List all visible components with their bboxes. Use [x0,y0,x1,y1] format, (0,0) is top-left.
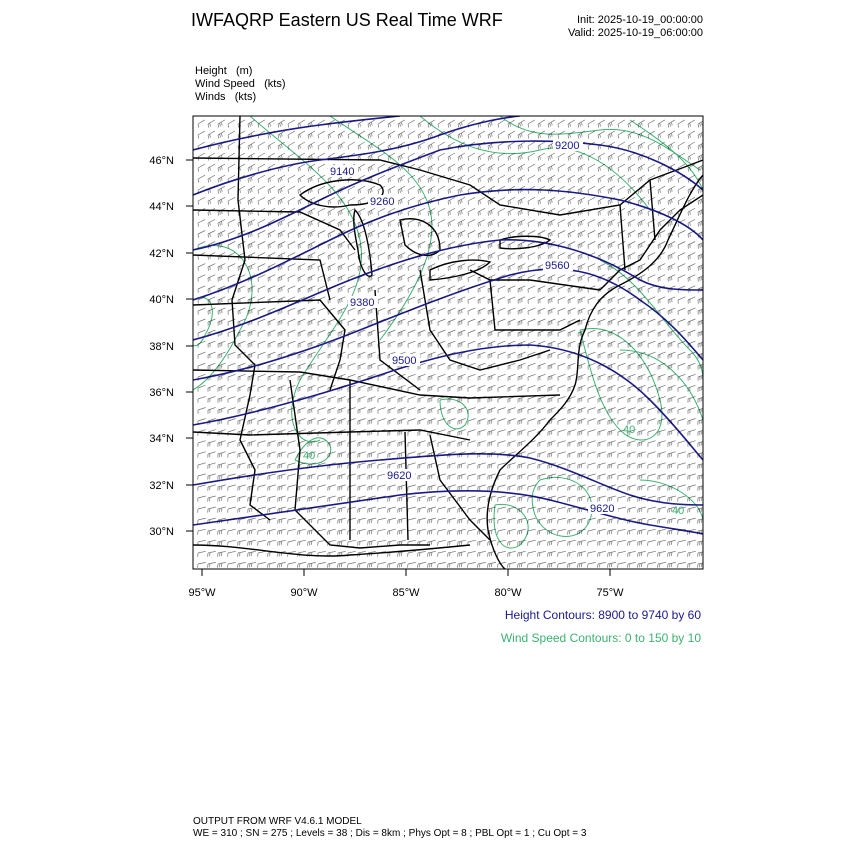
state-border [470,270,600,290]
wind-contour [440,399,468,429]
state-border [620,205,625,270]
wind-contour [600,260,703,380]
lat-tick-label: 42°N [149,248,174,260]
wind-barbs [198,120,706,568]
lat-tick-label: 40°N [149,294,174,306]
gulf-coastline [193,545,470,556]
lat-tick-label: 44°N [149,201,174,213]
height-label: 9620 [387,470,412,482]
field-label-wind-speed: Wind Speed (kts) [195,78,286,90]
wind-barb-field [198,120,706,568]
lat-tick-label: 36°N [149,387,174,399]
state-border [420,270,550,370]
lon-tick-label: 75°W [596,587,624,599]
wind-speed-contours-legend: Wind Speed Contours: 0 to 150 by 10 [500,631,701,645]
wind-contour-labels [303,424,684,517]
wind-contour [250,116,362,442]
latitude-axis [186,160,193,531]
lat-tick-label: 46°N [149,155,174,167]
state-border [405,432,408,540]
lon-tick-label: 95°W [188,587,216,599]
field-label-height: Height (m) [195,65,253,77]
lat-tick-label: 34°N [149,433,174,445]
wind-label: 40 [672,505,685,517]
model-config-line: WE = 310 ; SN = 275 ; Levels = 38 ; Dis = 8km ; Phys Opt = 8 ; PBL Opt = 1 ; Cu Opt = 3 [193,828,587,839]
height-label: 9260 [370,196,395,208]
height-label: 9200 [555,140,580,152]
wind-contour [580,328,662,440]
lat-tick-label: 30°N [149,526,174,538]
lat-tick-label: 38°N [149,341,174,353]
height-label: 9140 [330,166,355,178]
lon-tick-label: 80°W [494,587,522,599]
height-contour-labels [328,139,618,515]
state-border [232,116,270,520]
longitude-axis [202,569,610,576]
us-canada-border [193,158,703,215]
wind-label: 40 [623,424,636,436]
height-label: 9500 [392,355,417,367]
wind-contour [330,116,432,340]
init-time: Init: 2025-10-19_00:00:00 [577,14,703,26]
model-output-line: OUTPUT FROM WRF V4.6.1 MODEL [193,816,362,827]
lon-tick-label: 85°W [392,587,420,599]
height-contours-legend: Height Contours: 8900 to 9740 by 60 [504,608,701,622]
map-title: IWFAQRP Eastern US Real Time WRF [191,10,503,30]
field-label-winds: Winds (kts) [195,91,257,103]
height-contour [193,116,400,150]
lat-tick-label: 32°N [149,480,174,492]
state-border [490,280,580,330]
valid-time: Valid: 2025-10-19_06:00:00 [568,27,703,39]
height-label: 9560 [545,260,570,272]
lon-tick-label: 90°W [290,587,318,599]
height-label: 9620 [590,503,615,515]
wind-label: 40 [303,450,316,462]
height-label: 9380 [350,297,375,309]
